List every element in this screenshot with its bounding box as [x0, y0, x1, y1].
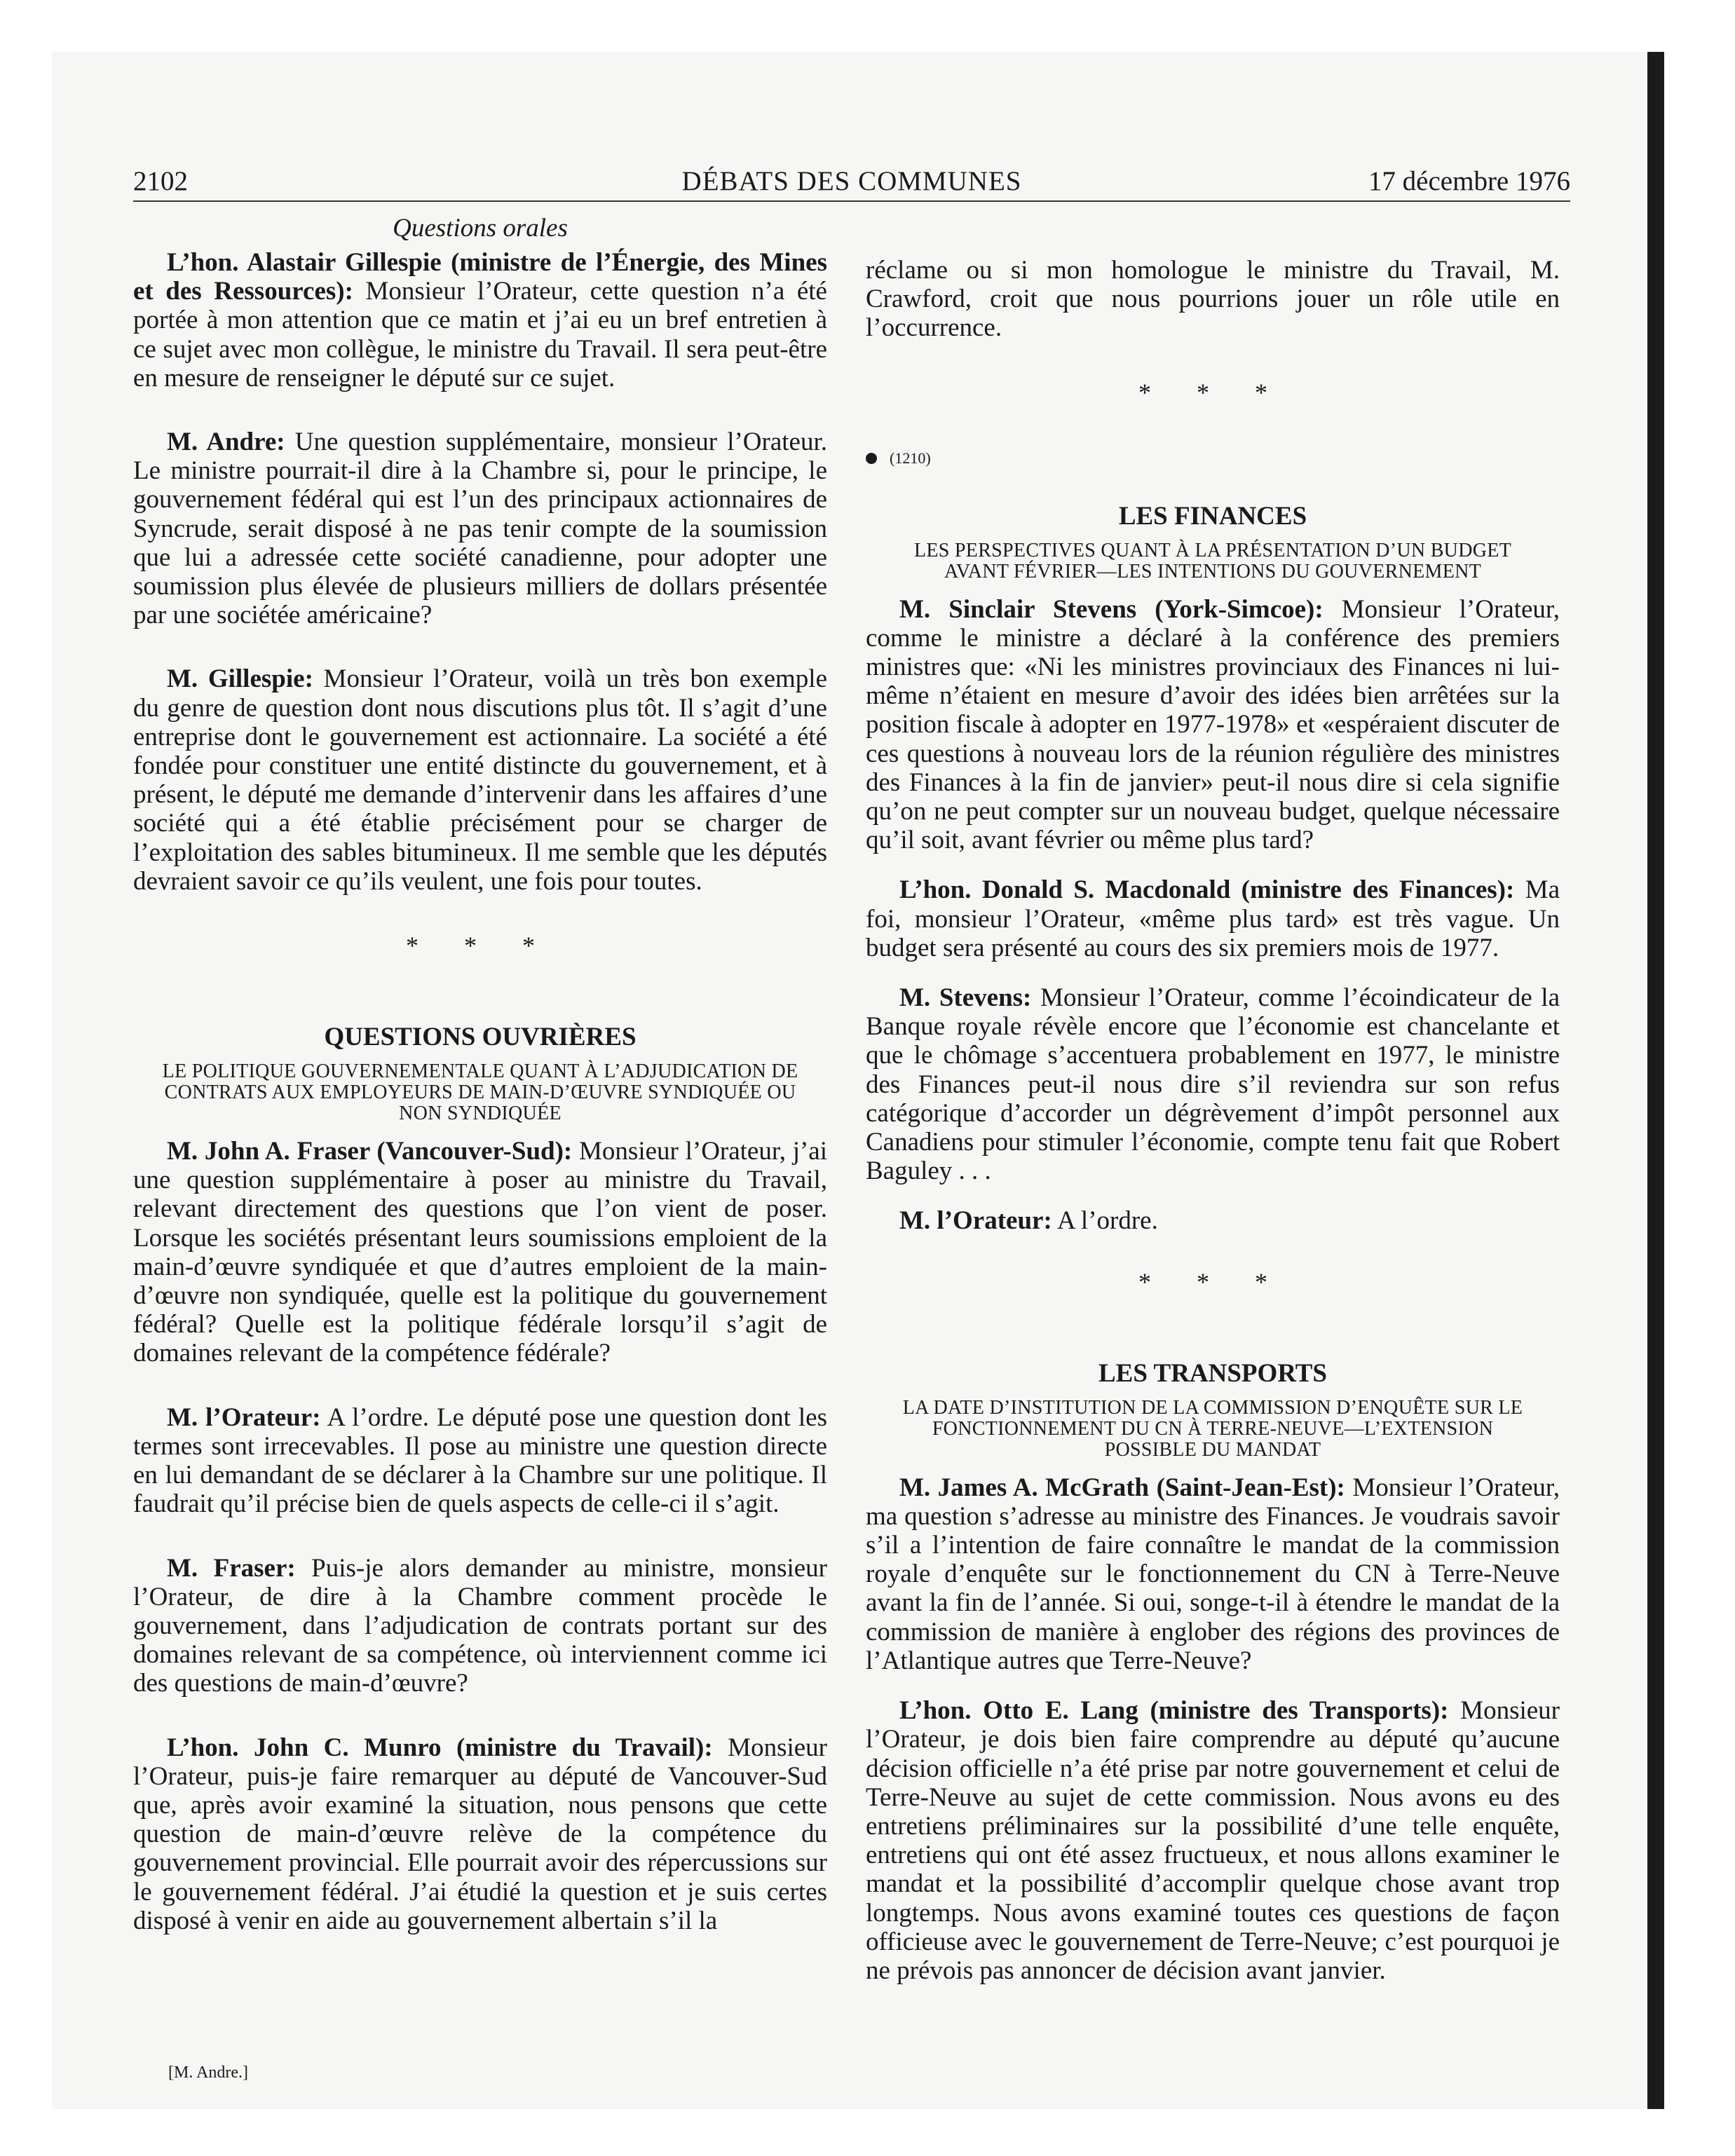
paragraph: [866, 1206, 1560, 1235]
speaker: M. Gillespie:: [167, 664, 313, 694]
page-header: [133, 161, 1570, 202]
paragraph: [866, 595, 1560, 855]
paragraph: [133, 428, 827, 629]
bullet-icon: [866, 453, 877, 464]
section-subtitle: LES PERSPECTIVES QUANT À LA PRÉSENTATION D’UN BUDGET AVANT FÉVRIER—LES INTENTIONS DU GOUVERNEMENT: [913, 539, 1512, 582]
paragraph: [133, 1137, 827, 1368]
paragraph: [133, 248, 827, 393]
section-separator: * * *: [1138, 1267, 1287, 1296]
left-column: [133, 214, 827, 1935]
running-title: Questions orales: [393, 214, 568, 243]
paragraph: [866, 256, 1560, 343]
speech-text: Monsieur l’Orateur, je dois bien faire comprendre au député qu’aucune décision officielle n’a été prise par notre gouvernement et celui de Terre-Neuve au sujet de cette commission. Nous avons eu des entretiens préliminaires sur la possibilité d’une telle enquête, entretiens qui ont été assez fructueux, et nous allons examiner le mandat et la possibilité d’accomplir quelque chose avant trop longtemps. Nous avons examiné toutes ces questions de façon officieuse avec le gouvernement de Terre-Neuve; c’est pourquoi je ne prévois pas annoncer de décision avant janvier.: [866, 1696, 1560, 1985]
speech-text: Monsieur l’Orateur, ma question s’adresse au ministre des Finances. Je voudrais savoir s’il a l’intention de faire connaître le mandat de la commission royale d’enquête sur le fonctionnement du CN à Terre-Neuve avant la fin de l’année. Si oui, songe-t-il à étendre le mandat de la commission de manière à englober des régions des provinces de l’Atlantique autres que Terre-Neuve?: [866, 1473, 1560, 1675]
scan-edge-bar: [1647, 52, 1664, 2109]
section-title: LES FINANCES: [1118, 501, 1307, 531]
time-marker: [866, 449, 1560, 468]
right-column: [866, 256, 1560, 1985]
speech-text: Monsieur l’Orateur, j’ai une question supplémentaire à poser au ministre du Travail, relevant directement des questions que l’on vient de poser. Lorsque les sociétés présentant leurs soumissions emploient de la main-d’œuvre syndiquée et que d’autres emploient de la main-d’œuvre non syndiquée, quelle est la politique du gouvernement fédéral? Quelle est la politique fédérale lorsqu’il s’agit de domaines relevant de la compétence fédérale?: [133, 1137, 828, 1368]
section-subtitle: LA DATE D’INSTITUTION DE LA COMMISSION D’ENQUÊTE SUR LE FONCTIONNEMENT DU CN À TERRE-NEUVE—L’EXTENSION POSSIBLE DU MANDAT: [902, 1396, 1523, 1461]
speech-text: Monsieur l’Orateur, puis-je faire remarquer au député de Vancouver-Sud que, après avoir examiné la situation, nous pensons que cette question de main-d’œuvre relève de la compétence du gouvernement provincial. Elle pourrait avoir des répercussions sur le gouvernement fédéral. J’ai étudié la question et je suis certes disposé à venir en aide au gouvernement albertain s’il la: [133, 1733, 828, 1935]
speaker: M. Sinclair Stevens (York-Simcoe):: [899, 594, 1324, 624]
speech-text: Une question supplémentaire, monsieur l’Orateur. Le ministre pourrait-il dire à la Chambre si, pour le principe, le gouvernement fédéral qui est l’un des principaux actionnaires de Syncrude, serait disposé à ne pas tenir compte de la soumission que lui a adressée cette société canadienne, pour adopter une soumission plus élevée de plusieurs milliers de dollars présentée par une sociétée américaine?: [133, 428, 827, 630]
speaker: L’hon. Donald S. Macdonald (ministre des Finances):: [899, 875, 1515, 905]
speaker: L’hon. John C. Munro (ministre du Travail):: [167, 1733, 713, 1762]
section-separator: * * *: [1138, 378, 1287, 407]
issue-date: 17 décembre 1976: [1368, 166, 1570, 196]
speaker: M. l’Orateur:: [167, 1403, 321, 1432]
journal-title: DÉBATS DES COMMUNES: [681, 166, 1022, 196]
paragraph: [133, 1733, 827, 1935]
speech-text: Monsieur l’Orateur, cette question n’a été portée à mon attention que ce matin et j’ai eu un bref entretien à ce sujet avec mon collègue, le ministre du Travail. Il sera peut-être en mesure de renseigner le député sur ce sujet.: [133, 277, 827, 393]
speech-text: Monsieur l’Orateur, comme le ministre a déclaré à la conférence des premiers ministres que: «Ni les ministres provinciaux des Finances ni lui-même n’étaient en mesure d’avoir des idées bien arrêtées sur la position fiscale à adopter en 1977-1978» et «espéraient discuter de ces questions à nouveau lors de la réunion régulière des ministres des Finances à la fin de janvier» peut-il nous dire si cela signifie qu’on ne peut compter sur un nouveau budget, quelque nécessaire qu’il soit, avant février ou même plus tard?: [866, 594, 1560, 855]
speech-text: réclame ou si mon homologue le ministre du Travail, M. Crawford, croit que nous pourrions jouer un rôle utile en l’occurrence.: [866, 256, 1560, 343]
speech-text: Monsieur l’Orateur, voilà un très bon exemple du genre de question dont nous discutions plus tôt. Il s’agit d’une entreprise dont le gouvernement est actionnaire. La société a été fondée pour constituer une entité distincte du gouvernement, et à présent, le député me demande d’intervenir dans les affaires d’une société qui a été établie précisément pour se charger de l’exploitation des sables bitumineux. Il me semble que les députés devraient savoir ce qu’ils veulent, une fois pour toutes.: [133, 664, 827, 896]
paragraph: [866, 1473, 1560, 1675]
speaker-footnote: [M. Andre.]: [168, 2063, 248, 2082]
speech-text: Ma foi, monsieur l’Orateur, «même plus tard» est très vague. Un budget sera présenté au cours des six premiers mois de 1977.: [866, 875, 1560, 962]
speaker: M. Andre:: [167, 428, 285, 457]
speech-text: Puis-je alors demander au ministre, monsieur l’Orateur, de dire à la Chambre comment procède le gouvernement, dans l’adjudication de contrats portant sur des domaines relevant de sa compétence, où interviennent comme ici des questions de main-d’œuvre?: [133, 1553, 827, 1698]
speaker: L’hon. Otto E. Lang (ministre des Transports):: [899, 1696, 1449, 1726]
speaker: M. James A. McGrath (Saint-Jean-Est):: [899, 1473, 1345, 1502]
paragraph: [133, 1403, 827, 1519]
paragraph: [133, 664, 827, 896]
speech-text: Monsieur l’Orateur, comme l’écoindicateur de la Banque royale révèle encore que l’économie est chancelante et que le chômage s’accentuera probablement en 1977, le ministre des Finances peut-il nous dire s’il reviendra sur son refus catégorique d’accorder un dégrèvement d’impôt personnel aux Canadiens pour stimuler l’économie, compte tenu fait que Robert Baguley . . .: [866, 983, 1560, 1186]
time-marker-text: (1210): [890, 449, 931, 467]
speaker: L’hon. Alastair Gillespie (ministre de l’Énergie, des Mines et des Ressources):: [133, 248, 827, 306]
paragraph: [866, 983, 1560, 1185]
paragraph: [133, 1554, 827, 1698]
section-title: LES TRANSPORTS: [1098, 1358, 1327, 1388]
section-title: QUESTIONS OUVRIÈRES: [324, 1023, 637, 1052]
speaker: M. Stevens:: [899, 983, 1032, 1013]
page-number: 2102: [133, 166, 188, 196]
speaker: M. John A. Fraser (Vancouver-Sud):: [167, 1137, 573, 1166]
speech-text: A l’ordre.: [1052, 1206, 1158, 1236]
paragraph: [866, 875, 1560, 962]
section-separator: * * *: [406, 932, 554, 960]
speech-text: A l’ordre. Le député pose une question dont les termes sont irrecevables. Il pose au ministre une question directe en lui demandant de se déclarer à la Chambre sur une politique. Il faudrait qu’il précise bien de quels aspects de celle-ci il s’agit.: [133, 1403, 827, 1519]
section-subtitle: LE POLITIQUE GOUVERNEMENTALE QUANT À L’ADJUDICATION DE CONTRATS AUX EMPLOYEURS DE MAIN-D’ŒUVRE SYNDIQUÉE OU NON SYNDIQUÉE: [162, 1060, 798, 1125]
paragraph: [866, 1696, 1560, 1985]
speaker: M. Fraser:: [167, 1553, 296, 1583]
speaker: M. l’Orateur:: [899, 1206, 1052, 1236]
